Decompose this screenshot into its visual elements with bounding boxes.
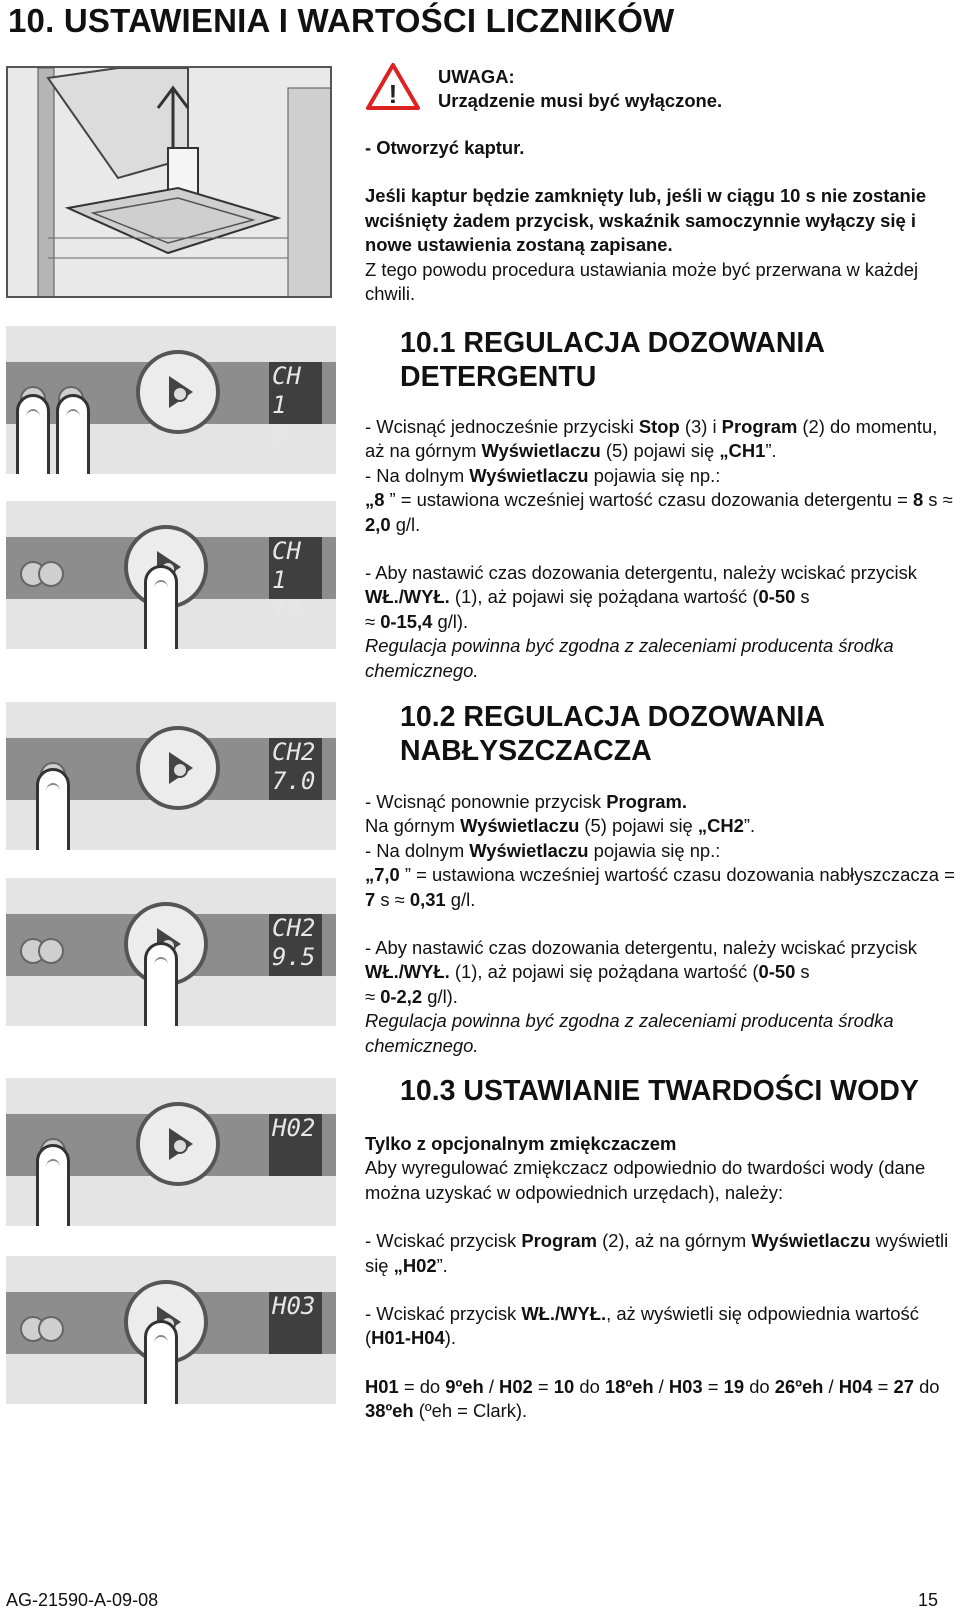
s2-para-6: Regulacja powinna być zgodna z zaleceniami producenta środka chemicznego. <box>365 1010 894 1056</box>
s1-para-3: „8 ” = ustawiona wcześniej wartość czasu dozowania detergentu = 8 s ≈ 2,0 g/l. <box>365 489 953 535</box>
control-panel-illustration-3 <box>6 702 336 850</box>
finger-icon <box>56 394 90 474</box>
section-2-body <box>365 790 957 1058</box>
section-1-heading <box>400 326 825 394</box>
display-readout: H02 <box>269 1114 322 1176</box>
hood-illustration <box>6 66 332 298</box>
finger-icon <box>36 1144 70 1226</box>
section-2-heading <box>400 700 825 768</box>
page-title: 10. USTAWIENIA I WARTOŚCI LICZNIKÓW <box>8 2 675 39</box>
s2-para-1: - Wcisnąć ponownie przycisk Program. <box>365 791 687 812</box>
finger-icon <box>144 1320 178 1404</box>
s1-para-1: - Wcisnąć jednocześnie przyciski Stop (3) i Program (2) do momentu, aż na górnym Wyświetlaczu (5) pojawi się „CH1”. <box>365 416 938 462</box>
footer-doc-id: AG-21590-A-09-08 <box>6 1590 159 1610</box>
section-2-heading-line1: 10.2 REGULACJA DOZOWANIA <box>400 701 825 733</box>
intro-block <box>365 136 957 306</box>
finger-icon <box>144 565 178 649</box>
hood-drawing <box>8 68 332 298</box>
control-panel-illustration-4 <box>6 878 336 1026</box>
s1-para-4: - Aby nastawić czas dozowania detergentu, należy wciskać przycisk WŁ./WYŁ. (1), aż pojawi się pożądana wartość (0-50 s ≈ 0-15,4 g/l). <box>365 562 917 632</box>
s3-para-2: - Wciskać przycisk Program (2), aż na górnym Wyświetlaczu wyświetli się „H02”. <box>365 1230 949 1276</box>
display-readout: CH2 7.0 <box>269 738 322 800</box>
section-3-body <box>365 1132 957 1424</box>
display-readout: CH 1 10 <box>269 537 322 599</box>
section-2-heading-line2: NABŁYSZCZACZA <box>400 735 652 767</box>
s2-para-3: - Na dolnym Wyświetlaczu pojawia się np.: <box>365 839 721 861</box>
s3-para-4: H01 = do 9ºeh / H02 = 10 do 18ºeh / H03 = 19 do 26ºeh / H04 = 27 do 38ºeh (ºeh = Clark). <box>365 1375 940 1422</box>
footer-page-number: 15 <box>918 1590 939 1610</box>
section-1-heading-line2: DETERGENTU <box>400 361 597 393</box>
warning-label: UWAGA: <box>438 66 515 87</box>
control-panel-illustration-2 <box>6 501 336 649</box>
s2-para-2: Na górnym Wyświetlaczu (5) pojawi się „CH2”. <box>365 815 756 837</box>
finger-icon <box>36 768 70 850</box>
program-button-icon <box>136 726 220 810</box>
intro-normal-para: Z tego powodu procedura ustawiania może być przerwana w każdej chwili. <box>365 258 919 305</box>
warning-text: Urządzenie musi być wyłączone. <box>438 90 723 112</box>
s2-para-5: - Aby nastawić czas dozowania detergentu, należy wciskać przycisk WŁ./WYŁ. (1), aż pojawi się pożądana wartość (0-50 s ≈ 0-2,2 g/l). <box>365 937 917 1007</box>
program-button-icon <box>136 1102 220 1186</box>
svg-text:!: ! <box>388 79 398 109</box>
section-3-heading: 10.3 USTAWIANIE TWARDOŚCI WODY <box>400 1075 919 1107</box>
control-panel-illustration-1 <box>6 326 336 474</box>
display-readout: H03 <box>269 1292 322 1354</box>
s1-para-5: Regulacja powinna być zgodna z zaleceniami producenta środka chemicznego. <box>365 635 894 681</box>
control-panel-illustration-5 <box>6 1078 336 1226</box>
warning-icon <box>365 62 421 112</box>
s3-para-1: Aby wyregulować zmiękczacz odpowiednio do twardości wody (dane można uzyskać w odpowiednich urzędach), należy: <box>365 1157 926 1203</box>
s2-para-4: „7,0 ” = ustawiona wcześniej wartość czasu dozowania nabłyszczacza = 7 s ≈ 0,31 g/l. <box>365 864 955 910</box>
s3-sub: Tylko z opcjonalnym zmiękczaczem <box>365 1133 677 1154</box>
intro-bold-para: Jeśli kaptur będzie zamknięty lub, jeśli w ciągu 10 s nie zostanie wciśnięty żadem przycisk, wskaźnik samoczynnie wyłączy się i nowe ustawienia zostaną zapisane. <box>365 185 927 256</box>
s1-para-2: - Na dolnym Wyświetlaczu pojawia się np.: <box>365 464 721 486</box>
finger-icon <box>16 394 50 474</box>
warning-block <box>438 65 938 114</box>
section-1-heading-line1: 10.1 REGULACJA DOZOWANIA <box>400 327 825 359</box>
s3-para-3: - Wciskać przycisk WŁ./WYŁ., aż wyświetli się odpowiednia wartość (H01-H04). <box>365 1303 919 1349</box>
finger-icon <box>144 942 178 1026</box>
display-readout: CH 1 8 <box>269 362 322 424</box>
section-1-body <box>365 415 957 683</box>
display-readout: CH2 9.5 <box>269 914 322 976</box>
program-button-icon <box>136 350 220 434</box>
intro-open-hood: - Otworzyć kaptur. <box>365 137 525 158</box>
control-panel-illustration-6 <box>6 1256 336 1404</box>
